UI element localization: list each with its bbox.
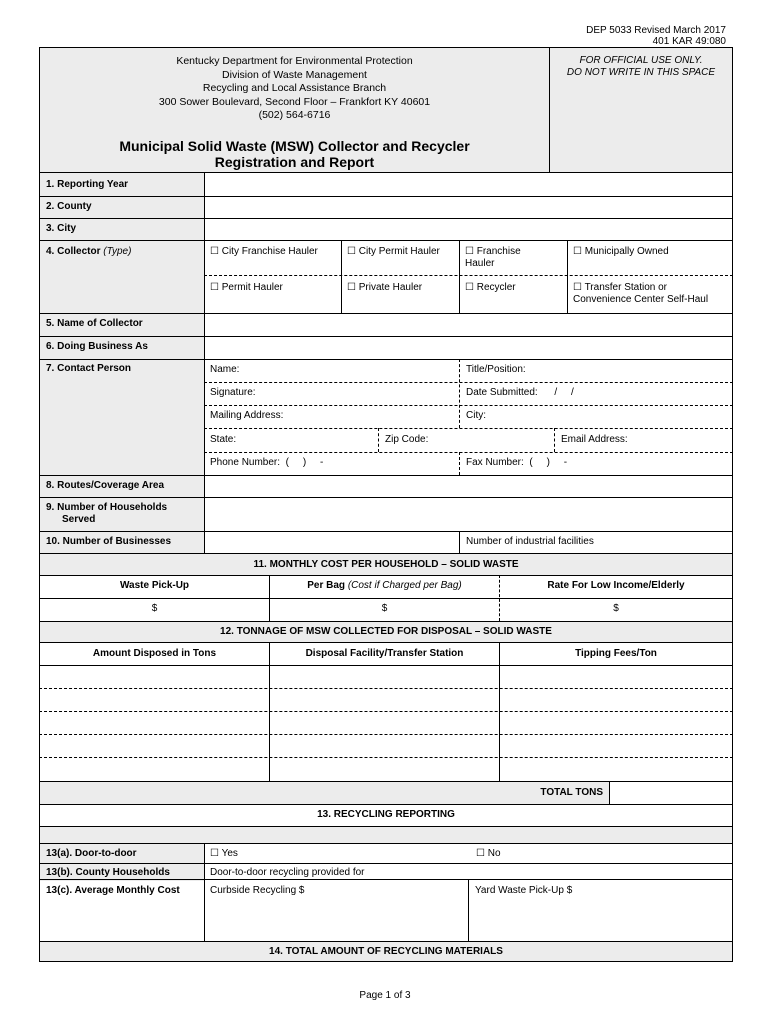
form-title xyxy=(40,138,549,170)
collector-type-hint: (Type) xyxy=(103,246,132,257)
option-line: ☐ Franchise xyxy=(465,246,521,257)
section-12-title: 12. TONNAGE OF MSW COLLECTED FOR DISPOSAL – SOLID WASTE xyxy=(220,626,552,637)
row-line xyxy=(39,359,733,360)
col-line xyxy=(269,642,270,781)
email-address-field[interactable]: Email Address: xyxy=(561,434,628,445)
date-submitted-field[interactable]: Date Submitted: / / xyxy=(466,387,574,398)
checkbox-permit-hauler[interactable]: ☐ Permit Hauler xyxy=(210,282,283,293)
checkbox-city-permit-hauler[interactable]: ☐ City Permit Hauler xyxy=(347,246,440,257)
collector-label-text: 4. Collector xyxy=(46,246,101,257)
col-line xyxy=(341,240,342,313)
row-line xyxy=(39,804,733,805)
waste-pickup-cost-field[interactable]: $ xyxy=(151,603,158,614)
disposal-facility-header: Disposal Facility/Transfer Station xyxy=(305,648,464,659)
form-title-line: Municipal Solid Waste (MSW) Collector and Recycler xyxy=(119,138,470,154)
col-line xyxy=(468,879,469,941)
households-label-line: Served xyxy=(62,514,96,525)
section-13-title: 13. RECYCLING REPORTING xyxy=(317,809,455,820)
amount-disposed-header: Amount Disposed in Tons xyxy=(92,648,217,659)
col-line xyxy=(567,240,568,313)
row-line xyxy=(39,879,733,880)
checkbox-franchise-hauler[interactable] xyxy=(465,246,521,270)
routes-label: 8. Routes/Coverage Area xyxy=(46,480,165,491)
door-to-door-yes-checkbox[interactable]: ☐ Yes xyxy=(210,848,238,859)
section-11-title: 11. MONTHLY COST PER HOUSEHOLD – SOLID WASTE xyxy=(253,559,519,570)
door-to-door-no-checkbox[interactable]: ☐ No xyxy=(476,848,501,859)
waste-pickup-header: Waste Pick-Up xyxy=(119,580,190,591)
option-line: ☐ Transfer Station or xyxy=(573,282,668,293)
fax-number-field[interactable]: Fax Number: ( ) - xyxy=(466,457,568,468)
tonnage-entries[interactable] xyxy=(40,666,268,780)
signature-field[interactable]: Signature: xyxy=(210,387,256,398)
form-number-block xyxy=(586,25,726,47)
reporting-year-label: 1. Reporting Year xyxy=(46,179,129,190)
total-tons-field[interactable] xyxy=(609,782,732,804)
dashed-line xyxy=(204,275,733,276)
form-number: DEP 5033 Revised March 2017 xyxy=(586,25,726,36)
collector-label xyxy=(46,246,131,258)
per-bag-hint: (Cost if Charged per Bag) xyxy=(347,580,462,591)
state-field[interactable]: State: xyxy=(210,434,237,445)
checkbox-private-hauler[interactable]: ☐ Private Hauler xyxy=(347,282,423,293)
reporting-year-field[interactable] xyxy=(205,174,732,195)
col-line xyxy=(378,428,379,452)
households-label xyxy=(46,502,167,526)
page-number: Page 1 of 3 xyxy=(359,990,411,1001)
door-to-door-label: 13(a). Door-to-door xyxy=(46,848,137,859)
form-header xyxy=(39,47,733,173)
routes-field[interactable] xyxy=(205,476,732,496)
households-label-line: 9. Number of Households xyxy=(46,502,168,513)
checkbox-municipally-owned[interactable]: ☐ Municipally Owned xyxy=(573,246,669,257)
contact-title-field[interactable]: Title/Position: xyxy=(466,364,526,375)
agency-line: Recycling and Local Assistance Branch xyxy=(202,82,387,94)
agency-line: Division of Waste Management xyxy=(222,68,367,81)
avg-monthly-cost-label: 13(c). Average Monthly Cost xyxy=(46,885,180,896)
businesses-field[interactable] xyxy=(205,532,458,552)
city-label: 3. City xyxy=(46,223,77,234)
official-use-text: FOR OFFICIAL USE ONLY. xyxy=(579,55,703,66)
door-to-door-row xyxy=(40,844,732,863)
agency-line: (502) 564-6716 xyxy=(258,109,331,121)
col-line xyxy=(459,240,460,313)
curbside-recycling-field[interactable]: Curbside Recycling $ xyxy=(210,885,305,896)
per-bag-cost-field[interactable]: $ xyxy=(381,603,388,614)
agency-line: Kentucky Department for Environmental Protection xyxy=(176,55,413,67)
tipping-fees-header: Tipping Fees/Ton xyxy=(575,648,657,659)
agency-line: 300 Sower Boulevard, Second Floor – Frankfort KY 40601 xyxy=(158,95,431,108)
col-line xyxy=(554,428,555,452)
dashed-line xyxy=(204,405,733,406)
col-line xyxy=(459,359,460,428)
label-divider xyxy=(204,843,205,941)
label-divider xyxy=(204,173,205,553)
option-line: Convenience Center Self-Haul xyxy=(573,294,709,305)
section-14-title: 14. TOTAL AMOUNT OF RECYCLING MATERIALS xyxy=(269,946,503,957)
industrial-facilities-field[interactable]: Number of industrial facilities xyxy=(466,536,594,547)
name-of-collector-label: 5. Name of Collector xyxy=(46,318,143,329)
official-use-text: DO NOT WRITE IN THIS SPACE xyxy=(566,67,716,78)
checkbox-recycler[interactable]: ☐ Recycler xyxy=(465,282,516,293)
county-households-label: 13(b). County Households xyxy=(46,867,170,878)
col-line xyxy=(459,452,460,475)
per-bag-header xyxy=(270,580,499,592)
row-line xyxy=(39,598,733,599)
checkbox-city-franchise-hauler[interactable]: ☐ City Franchise Hauler xyxy=(210,246,318,257)
businesses-label: 10. Number of Businesses xyxy=(46,536,172,547)
col-line xyxy=(459,531,460,553)
option-line: Hauler xyxy=(465,258,495,269)
row-line xyxy=(39,642,733,643)
county-households-row xyxy=(40,864,732,878)
dashed-line xyxy=(204,428,733,429)
phone-number-field[interactable]: Phone Number: ( ) - xyxy=(210,457,324,468)
agency-info xyxy=(40,55,549,123)
official-use-box xyxy=(549,48,732,172)
contact-city-field[interactable]: City: xyxy=(466,410,486,421)
dba-label: 6. Doing Business As xyxy=(46,341,148,352)
checkbox-transfer-station[interactable] xyxy=(573,282,708,306)
name-of-collector-field[interactable] xyxy=(205,314,732,335)
dashed-line xyxy=(204,452,733,453)
door-to-door-provided-field[interactable]: Door-to-door recycling provided for xyxy=(210,867,365,878)
row-line xyxy=(39,575,733,576)
mailing-address-field[interactable]: Mailing Address: xyxy=(210,410,284,421)
contact-person-label: 7. Contact Person xyxy=(46,363,132,374)
county-label: 2. County xyxy=(46,201,92,212)
col-line xyxy=(499,642,500,781)
total-tons-label: TOTAL TONS xyxy=(540,787,603,798)
row-line xyxy=(39,240,733,241)
contact-name-field[interactable]: Name: xyxy=(210,364,240,375)
zip-code-field[interactable]: Zip Code: xyxy=(385,434,429,445)
regulation: 401 KAR 49:080 xyxy=(652,36,726,47)
yard-waste-field[interactable]: Yard Waste Pick-Up $ xyxy=(475,885,573,896)
city-field[interactable] xyxy=(205,219,732,239)
low-income-rate-field[interactable]: $ xyxy=(613,603,619,614)
per-bag-header-text: Per Bag xyxy=(307,580,346,591)
dashed-line xyxy=(204,382,733,383)
form-title-line: Registration and Report xyxy=(214,154,375,170)
households-field[interactable] xyxy=(205,498,732,530)
low-income-rate-header: Rate For Low Income/Elderly xyxy=(547,580,685,591)
dba-field[interactable] xyxy=(205,337,732,358)
section-13-spacer xyxy=(40,827,732,843)
county-field[interactable] xyxy=(205,197,732,217)
